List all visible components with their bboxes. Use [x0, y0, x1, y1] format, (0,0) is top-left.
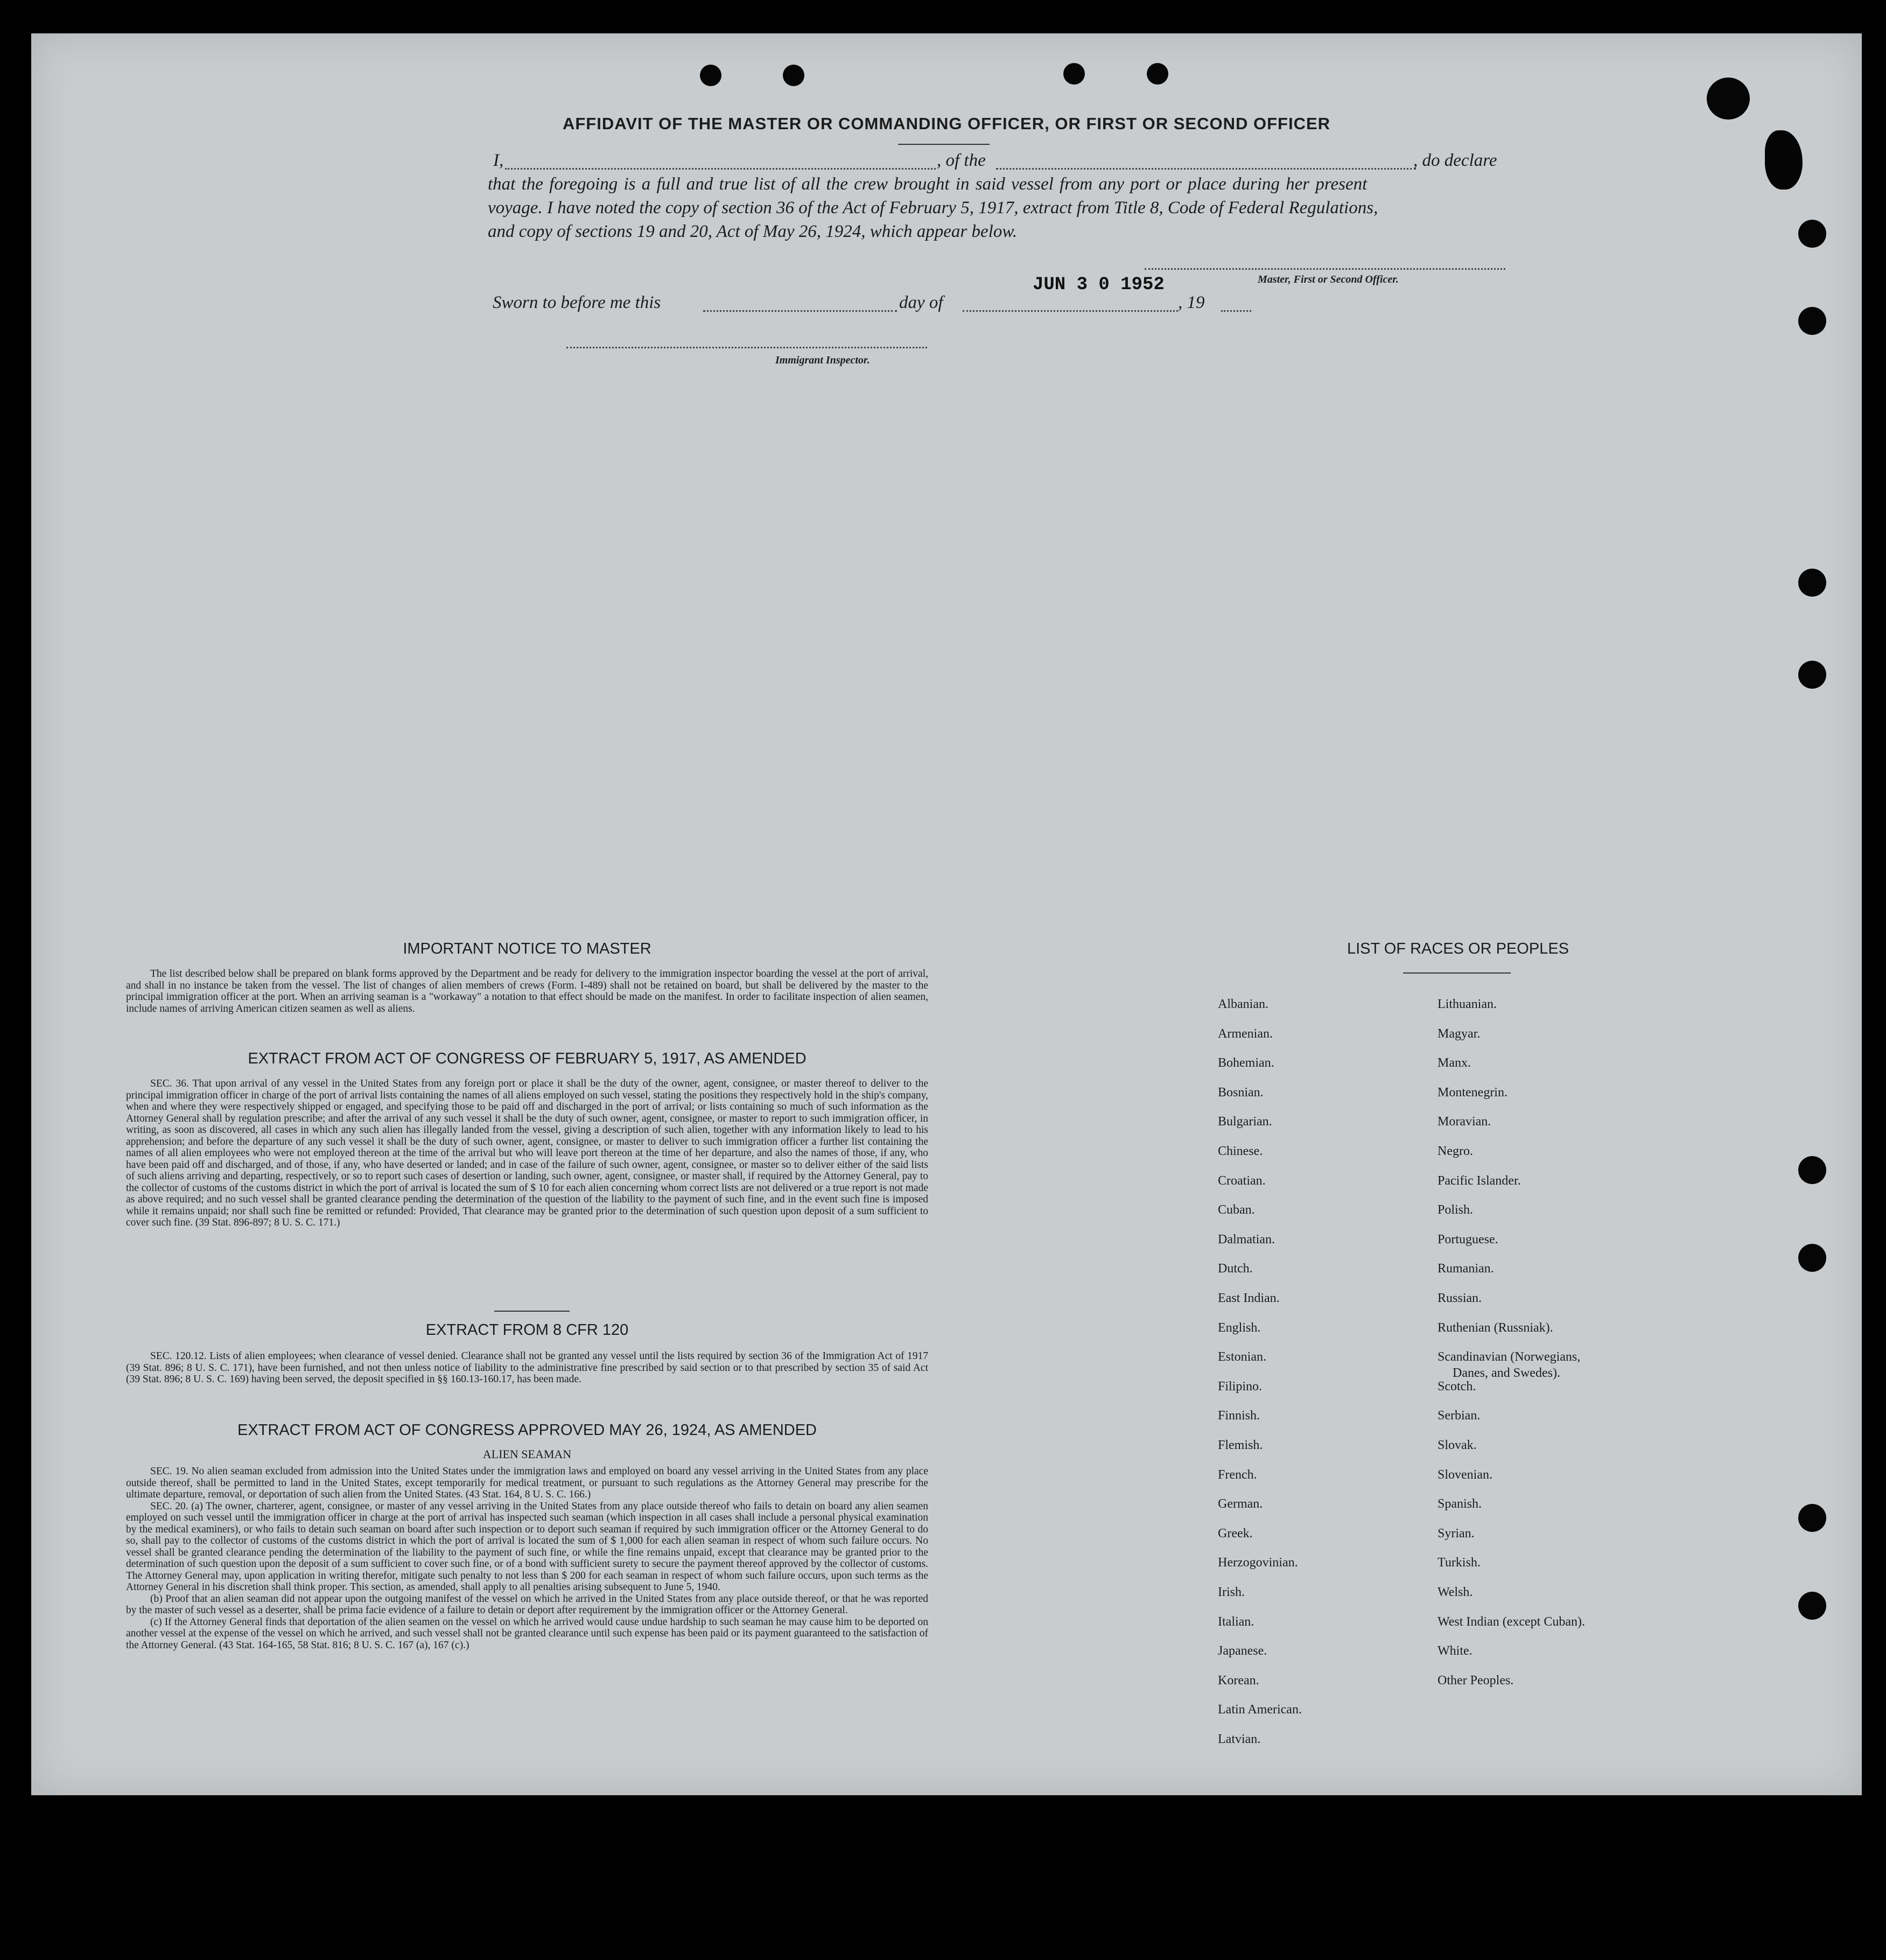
race-item: Negro. [1438, 1144, 1473, 1158]
extract-cfr-text [126, 1350, 928, 1385]
punch-hole [1798, 220, 1826, 248]
race-item: French. [1218, 1467, 1257, 1482]
sec-20a-paragraph: SEC. 20. (a) The owner, charterer, agent, consignee, or master of any vessel arriving in the United States from any place outside thereof who fails to detain on board any alien seamen employed on such vessel until the immigration officer in charge at the port of arrival has inspected such seaman (which inspection in all cases shall include a personal physical examination by the medical examiners), or who fails to detain such seaman on board after such inspection or to deport such seaman if required by such immigration officer or the Attorney General to do so, shall pay to the collector of customs of the customs district in which the port of arrival is located the sum of $ 1,000 for each alien seaman in respect of whom such failure occurs. No vessel shall be granted clearance pending the determination of the liability to the payment of such fine, or while the fine remains unpaid, except that clearance may be granted prior to the determination of such question upon the deposit of a sum sufficient to cover such fine, or of a bond with sufficient surety to secure the payment thereof approved by the collector of customs. The Attorney General may, upon application in writing therefor, mitigate such penalty to not less than $ 200 for each seaman in respect of whom such failure occurs, upon such terms as the Attorney General in his discretion shall think proper. This section, as amended, shall apply to all penalties arising subsequent to June 5, 1940. [126, 1500, 928, 1593]
punch-hole [700, 65, 721, 86]
inspector-signature-field[interactable] [566, 347, 927, 348]
race-item: East Indian. [1218, 1291, 1280, 1305]
race-item: Italian. [1218, 1614, 1254, 1629]
punch-hole [1798, 661, 1826, 689]
extract-1917-title: EXTRACT FROM ACT OF CONGRESS OF FEBRUARY 5, 1917, AS AMENDED [248, 1050, 807, 1067]
master-signature-field[interactable] [1145, 268, 1505, 270]
race-item: Serbian. [1438, 1409, 1481, 1423]
races-divider [1403, 972, 1511, 974]
race-item: Dutch. [1218, 1262, 1253, 1276]
punch-hole [1063, 63, 1085, 85]
race-item: Moravian. [1438, 1115, 1491, 1129]
race-item: Herzogovinian. [1218, 1556, 1298, 1570]
race-item: West Indian (except Cuban). [1438, 1614, 1585, 1629]
sworn-month-field[interactable] [963, 310, 1178, 312]
race-item: Scotch. [1438, 1379, 1476, 1394]
race-item: Rumanian. [1438, 1262, 1494, 1276]
year-prefix-label: , 19 [1178, 293, 1205, 312]
race-item: Pacific Islander. [1438, 1173, 1521, 1188]
race-item: Finnish. [1218, 1409, 1260, 1423]
notice-paragraph: The list described below shall be prepared on blank forms approved by the Department and be ready for delivery to the immigration inspector boarding the vessel at the port of arrival, and shall in no instance be taken from the vessel. The list of changes of alien members of crews (Form. I-489) shall not be retained on board, but shall be delivered by the master to the principal immigration officer at the port. When an arriving seaman is a "workaway" a notation to that effect should be made on the manifest. In order to facilitate inspection of alien seamen, include names of arriving American citizen seamen as well as aliens. [126, 968, 928, 1014]
race-item: Latvian. [1218, 1732, 1261, 1746]
date-stamp: JUN 3 0 1952 [1033, 275, 1165, 295]
extract-1924-title: EXTRACT FROM ACT OF CONGRESS APPROVED MAY 26, 1924, AS AMENDED [237, 1422, 817, 1439]
race-item: Estonian. [1218, 1350, 1266, 1364]
extract-cfr-title: EXTRACT FROM 8 CFR 120 [425, 1321, 629, 1339]
punch-hole [1798, 569, 1826, 597]
affidavit-line-4: and copy of sections 19 and 20, Act of May 26, 1924, which appear below. [488, 222, 1018, 241]
inspector-caption: Immigrant Inspector. [775, 354, 870, 366]
sec-120-12-paragraph: SEC. 120.12. Lists of alien employees; when clearance of vessel denied. Clearance shall not be granted any vessel until the lists required by section 36 of the Immigration Act of 1917 (39 Stat. 896; 8 U. S. C. 171), have been furnished, and not then unless notice of liability to the administrative fine prescribed by said section or to that prescribed by section 35 of said Act (39 Stat. 896; 8 U. S. C. 169) having been served, the deposit specified in §§ 160.13-160.17, has been made. [126, 1350, 928, 1385]
race-item: Ruthenian (Russniak). [1438, 1320, 1553, 1335]
sworn-year-field[interactable] [1221, 310, 1251, 312]
races-column-2 [1438, 997, 1717, 1794]
sworn-day-field[interactable] [703, 310, 897, 312]
race-item: Cuban. [1218, 1203, 1255, 1217]
race-item: Slovenian. [1438, 1467, 1492, 1482]
race-item: Scandinavian (Norwegians, [1438, 1350, 1581, 1364]
affidavit-line-3: voyage. I have noted the copy of section 36 of the Act of February 5, 1917, extract from Title 8, Code of Federal Regulations, [488, 198, 1378, 218]
title-divider [898, 144, 990, 145]
race-item: Syrian. [1438, 1526, 1475, 1541]
race-item: Bosnian. [1218, 1085, 1264, 1100]
vessel-name-field[interactable] [996, 168, 1416, 170]
race-item: Armenian. [1218, 1026, 1273, 1041]
race-item: Albanian. [1218, 997, 1268, 1011]
master-signature-caption: Master, First or Second Officer. [1258, 274, 1399, 285]
punch-hole [1798, 1504, 1826, 1532]
day-of-label: day of [899, 293, 943, 312]
race-item: Korean. [1218, 1673, 1259, 1688]
race-item: Magyar. [1438, 1026, 1481, 1041]
sec-20b-paragraph: (b) Proof that an alien seaman did not appear upon the outgoing manifest of the vessel on which he arrived in the United States from any place outside thereof, or that he was reported by the master of such vessel as a deserter, shall be prima facie evidence of a failure to detain or deport after requirement by the immigration officer or the Attorney General. [126, 1593, 928, 1616]
race-item: Danes, and Swedes). [1453, 1366, 1560, 1381]
document-page [31, 33, 1862, 1795]
race-item: Irish. [1218, 1585, 1245, 1599]
race-item: Russian. [1438, 1291, 1482, 1305]
race-item: German. [1218, 1497, 1263, 1511]
race-item: Croatian. [1218, 1173, 1266, 1188]
sec-19-paragraph: SEC. 19. No alien seaman excluded from admission into the United States under the immigration laws and employed on board any vessel arriving in the United States from any place outside thereof, shall be permitted to land in the United States, except temporarily for medical treatment, or pursuant to such regulations as the Attorney General may prescribe for the ultimate departure, removal, or deportation of such alien from the United States. (43 Stat. 164, 8 U. S. C. 166.) [126, 1466, 928, 1500]
torn-corner [1765, 130, 1803, 190]
race-item: Latin American. [1218, 1703, 1302, 1717]
race-item: White. [1438, 1644, 1473, 1658]
affidavit-title: AFFIDAVIT OF THE MASTER OR COMMANDING OFFICER, OR FIRST OR SECOND OFFICER [562, 114, 1331, 133]
race-item: Welsh. [1438, 1585, 1473, 1599]
race-item: Turkish. [1438, 1556, 1481, 1570]
affidavit-i-label: I, [493, 151, 504, 170]
alien-seaman-subtitle: ALIEN SEAMAN [482, 1447, 572, 1461]
race-item: Greek. [1218, 1526, 1253, 1541]
race-item: Japanese. [1218, 1644, 1267, 1658]
punch-hole [1798, 1156, 1826, 1184]
notice-title: IMPORTANT NOTICE TO MASTER [403, 940, 651, 957]
notice-text [126, 968, 928, 1014]
affidavit-declare-label: , do declare [1413, 151, 1497, 170]
race-item: Flemish. [1218, 1438, 1263, 1452]
sec-20c-paragraph: (c) If the Attorney General finds that deportation of the alien seamen on the vessel on which he arrived would cause undue hardship to such seaman he may cause him to be deported on another vessel at the expense of the vessel on which he arrived, and such vessel shall not be granted clearance until such expense has been paid or its payment guaranteed to the satisfaction of the Attorney General. (43 Stat. 164-165, 58 Stat. 816; 8 U. S. C. 167 (a), 167 (c).) [126, 1616, 928, 1651]
race-item: Chinese. [1218, 1144, 1263, 1158]
race-item: Bohemian. [1218, 1056, 1274, 1070]
punch-hole [783, 65, 804, 86]
race-item: Spanish. [1438, 1497, 1482, 1511]
extract-1924-text [126, 1466, 928, 1651]
race-item: Bulgarian. [1218, 1115, 1272, 1129]
punch-hole [1798, 1244, 1826, 1272]
sworn-label: Sworn to before me this [493, 293, 661, 312]
sec-36-paragraph: SEC. 36. That upon arrival of any vessel in the United States from any foreign port or place it shall be the duty of the owner, agent, consignee, or master thereof to deliver to the principal immigration officer in charge of the port of arrival lists containing the names of all aliens employed on such vessel, stating the positions they respectively hold in the ship's company, when and where they were respectively shipped or engaged, and specifying those to be paid off and discharged in the port of arrival; or lists containing so much of such information as the Attorney General shall by regulation prescribe; and after the arrival of any such vessel it shall be the duty of such owner, agent, consignee, or master to report to such immigration officer, in writing, as soon as discovered, all cases in which any such alien has illegally landed from the vessel, giving a description of such alien, together with any information likely to lead to his apprehension; and before the departure of any such vessel it shall be the duty of such owner, agent, consignee, or master to deliver to such immigration officer a further list containing the names of all alien employees who were not employed thereon at the time of the arrival but who will leave port thereon at the time of her departure, and also the names of those, if any, who have been paid off and discharged, and of those, if any, who have deserted or landed; and in case of the failure of such owner, agent, consignee, or master so to deliver either of the said lists of such aliens arriving and departing, respectively, or so to report such cases of desertion or landing, such owner, agent, consignee, or master shall, if required by the Attorney General, pay to the collector of customs of the customs district in which the port of arrival is located the sum of $ 10 for each alien concerning whom correct lists are not delivered or a true report is not made as above required; and no such vessel shall be granted clearance pending the determination of the question of the liability to the payment of such fine, and in the event such fine is imposed while it remains unpaid; nor shall such fine be remitted or refunded: Provided, That clearance may be granted prior to the determination of such question upon deposit of a sum sufficient to cover such fine. (39 Stat. 896-897; 8 U. S. C. 171.) [126, 1078, 928, 1228]
race-item: Montenegrin. [1438, 1085, 1508, 1100]
punch-hole [1798, 307, 1826, 335]
race-item: Filipino. [1218, 1379, 1263, 1394]
race-item: English. [1218, 1320, 1261, 1335]
section-divider [494, 1311, 570, 1312]
race-item: Polish. [1438, 1203, 1474, 1217]
affidavit-of-the-label: , of the [937, 151, 986, 170]
races-column-1 [1218, 997, 1422, 1794]
punch-hole [1147, 63, 1168, 85]
affidavit-line-2: that the foregoing is a full and true list of all the crew brought in said vessel from any port or place during her present [488, 174, 1368, 194]
race-item: Slovak. [1438, 1438, 1477, 1452]
punch-hole [1707, 78, 1750, 120]
master-name-field[interactable] [505, 168, 936, 170]
extract-1917-text [126, 1078, 928, 1229]
race-item: Portuguese. [1438, 1232, 1498, 1247]
race-item: Other Peoples. [1438, 1673, 1514, 1688]
race-item: Manx. [1438, 1056, 1471, 1070]
punch-hole [1798, 1592, 1826, 1620]
races-title: LIST OF RACES OR PEOPLES [1347, 940, 1569, 957]
race-item: Dalmatian. [1218, 1232, 1275, 1247]
race-item: Lithuanian. [1438, 997, 1497, 1011]
